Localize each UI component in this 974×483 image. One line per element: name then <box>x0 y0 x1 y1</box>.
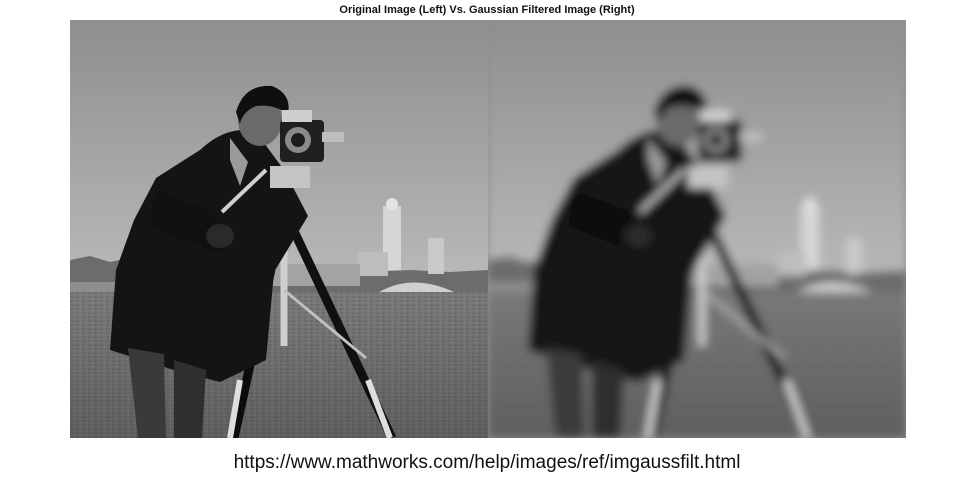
gaussian-filtered-image-panel <box>488 20 906 438</box>
image-comparison <box>70 20 906 438</box>
original-image-panel <box>70 20 488 438</box>
figure-title: Original Image (Left) Vs. Gaussian Filtered Image (Right) <box>339 4 635 16</box>
source-url: https://www.mathworks.com/help/images/ref/imgaussfilt.html <box>233 452 741 473</box>
